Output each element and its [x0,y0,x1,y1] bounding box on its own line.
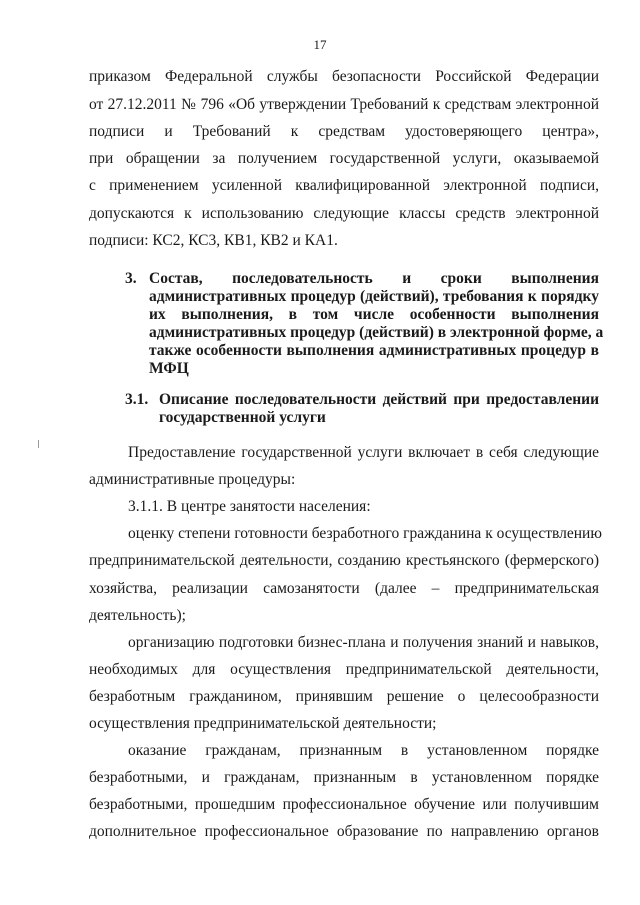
text-line: безработным гражданином, принявшим решение о целесообразности [89,688,599,705]
section-heading-line: административных процедур (действий), требования к порядку [149,288,599,305]
text-line: 3.1.1. В центре занятости населения: [128,498,371,515]
text-line: подписи: КС2, КС3, КВ1, КВ2 и КА1. [89,232,338,249]
text-line: от 27.12.2011 № 796 «Об утверждении Требований к средствам электронной [89,96,599,113]
scan-mark [38,440,39,448]
text-line: предпринимательской деятельности, созданию крестьянского (фермерского) [89,552,599,569]
section-heading-line: Состав, последовательность и сроки выполнения [149,270,599,287]
section-heading-line: МФЦ [149,360,189,377]
text-line: дополнительное профессиональное образование по направлению органов [89,823,599,840]
page-number: 17 [313,37,327,52]
text-line: оказание гражданам, признанным в установленном порядке [128,742,599,759]
subsection-heading-line: государственной услуги [159,409,326,426]
section-number: 3. [125,270,137,287]
text-line: безработными, прошедшим профессиональное обучение или получившим [89,796,599,813]
text-line: Предоставление государственной услуги включает в себя следующие [128,444,599,461]
text-line: деятельность); [89,607,186,624]
text-line: при обращении за получением государственной услуги, оказываемой [89,150,599,167]
text-line: хозяйства, реализации самозанятости (далее – предпринимательская [89,580,599,597]
text-line: административные процедуры: [89,471,296,488]
section-heading-line: административных процедур (действий) в электронной форме, а [149,324,604,341]
text-line: допускаются к использованию следующие классы средств электронной [89,205,599,222]
text-line: осуществления предпринимательской деятельности; [89,715,437,732]
text-line: безработными, и гражданам, признанным в установленном порядке [89,769,599,786]
text-line: необходимых для осуществления предпринимательской деятельности, [89,661,599,678]
text-line: организацию подготовки бизнес-плана и получения знаний и навыков, [128,634,599,651]
subsection-number: 3.1. [125,391,149,408]
section-heading-line: их выполнения, в том числе особенности выполнения [149,306,599,323]
text-line: приказом Федеральной службы безопасности Российской Федерации [89,68,599,85]
text-line: оценку степени готовности безработного гражданина к осуществлению [128,525,602,542]
text-line: подписи и Требований к средствам удостоверяющего центра», [89,123,599,140]
text-line: с применением усиленной квалифицированной электронной подписи, [89,177,599,194]
subsection-heading-line: Описание последовательности действий при предоставлении [159,391,599,408]
section-heading-line: также особенности выполнения административных процедур в [149,342,599,359]
